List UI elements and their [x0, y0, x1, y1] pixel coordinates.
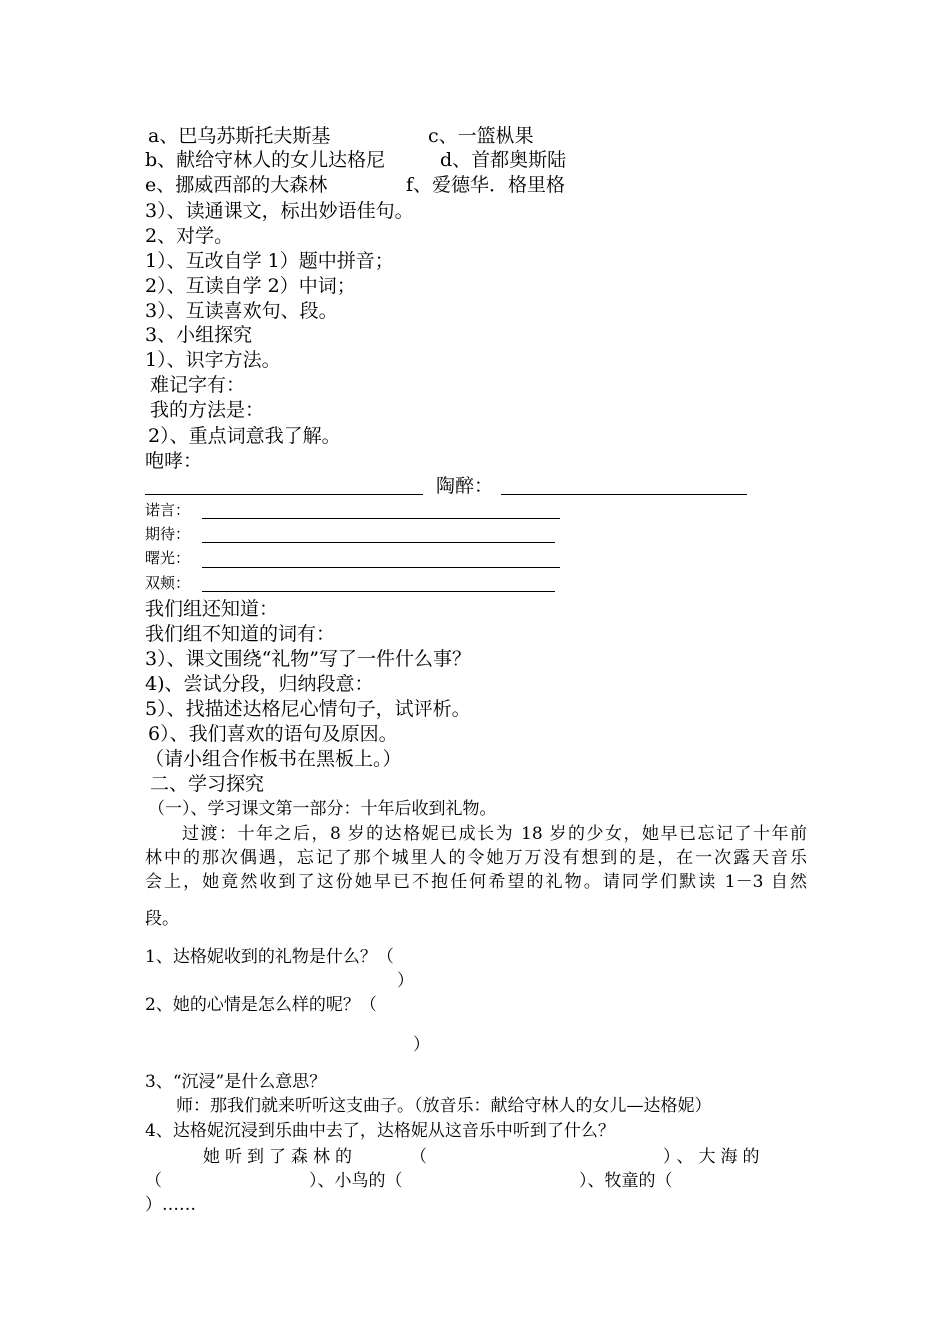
fill-in-line: ）……	[145, 1195, 196, 1215]
blank-line	[202, 542, 555, 543]
paren-open: （	[145, 1171, 162, 1191]
text-line: 咆哮：	[145, 450, 203, 472]
question-1: 1、达格妮收到的礼物是什么？（	[145, 947, 394, 967]
blank-line	[202, 518, 560, 519]
section-heading: 二、学习探究	[150, 773, 265, 795]
text-line: 我们组还知道：	[145, 598, 279, 620]
paragraph-line: 会上，她竟然收到了这份她早已不抱任何希望的礼物。请同学们默读 1－3 自然	[145, 872, 807, 892]
option-d: d、首都奥斯陆	[440, 149, 567, 171]
blank-line	[202, 591, 555, 592]
text-line: 6）、我们喜欢的语句及原因。	[148, 723, 398, 745]
text-line: 1）、识字方法。	[145, 349, 281, 371]
fill-in-line: ）、牧童的（	[579, 1171, 673, 1191]
section-heading: 2、对学。	[145, 225, 234, 247]
text-line: 1）、互改自学 1）题中拼音；	[145, 250, 394, 272]
question-2: 2、她的心情是怎么样的呢？（	[145, 995, 377, 1015]
vocab-label: 诺言：	[145, 501, 191, 519]
text-line: 难记字有：	[150, 374, 246, 396]
section-heading: 3、小组探究	[145, 324, 253, 346]
vocab-label: 曙光：	[145, 549, 191, 567]
blank-line	[145, 494, 423, 495]
vocab-label: 期待：	[145, 525, 191, 543]
fill-in-line: ）、大海的	[663, 1147, 765, 1167]
option-f: f、爱德华．格里格	[406, 174, 566, 196]
subsection-heading: （一）、学习课文第一部分：十年后收到礼物。	[148, 799, 497, 819]
text-line: 2）、互读自学 2）中词；	[145, 275, 356, 297]
text-line: 3）、互读喜欢句、段。	[145, 300, 338, 322]
option-c: c、一篮枞果	[428, 125, 534, 147]
blank-line	[501, 494, 747, 495]
vocab-label: 陶醉：	[436, 475, 494, 497]
text-line: 2）、重点词意我了解。	[148, 425, 341, 447]
fill-in-line: ）、小鸟的（	[309, 1171, 403, 1191]
text-line: 5）、找描述达格尼心情句子，试评析。	[145, 698, 471, 720]
text-line: （请小组合作板书在黑板上。）	[145, 748, 402, 770]
paren-open: （	[410, 1147, 427, 1167]
text-line: 4)、尝试分段，归纳段意：	[145, 673, 374, 695]
closing-paren: ）	[413, 1035, 430, 1055]
text-line: 3）、课文围绕“礼物”写了一件什么事？	[145, 648, 472, 670]
paragraph-line: 段。	[145, 909, 179, 929]
option-b: b、献给守林人的女儿达格尼	[145, 149, 386, 171]
option-e: e、挪威西部的大森林	[145, 174, 328, 196]
text-line: 3）、读通课文，标出妙语佳句。	[145, 200, 414, 222]
fill-in-line: 她听到了森林的	[203, 1147, 357, 1167]
text-line: 我们组不知道的词有：	[145, 623, 336, 645]
question-3: 3、“沉浸”是什么意思？	[145, 1072, 327, 1092]
paragraph-line: 过渡：十年之后，8 岁的达格妮已成长为 18 岁的少女，她早已忘记了十年前	[145, 824, 807, 844]
option-a: a、巴乌苏斯托夫斯基	[148, 125, 331, 147]
closing-paren: ）	[397, 971, 414, 991]
text-line: 师：那我们就来听听这支曲子。（放音乐：献给守林人的女儿—达格妮）	[176, 1096, 712, 1116]
question-4: 4、达格妮沉浸到乐曲中去了，达格妮从这音乐中听到了什么？	[145, 1121, 615, 1141]
text-line: 我的方法是：	[150, 399, 265, 421]
vocab-label: 双颊：	[145, 574, 191, 592]
paragraph-line: 林中的那次偶遇，忘记了那个城里人的令她万万没有想到的是，在一次露天音乐	[145, 848, 807, 868]
blank-line	[202, 567, 560, 568]
